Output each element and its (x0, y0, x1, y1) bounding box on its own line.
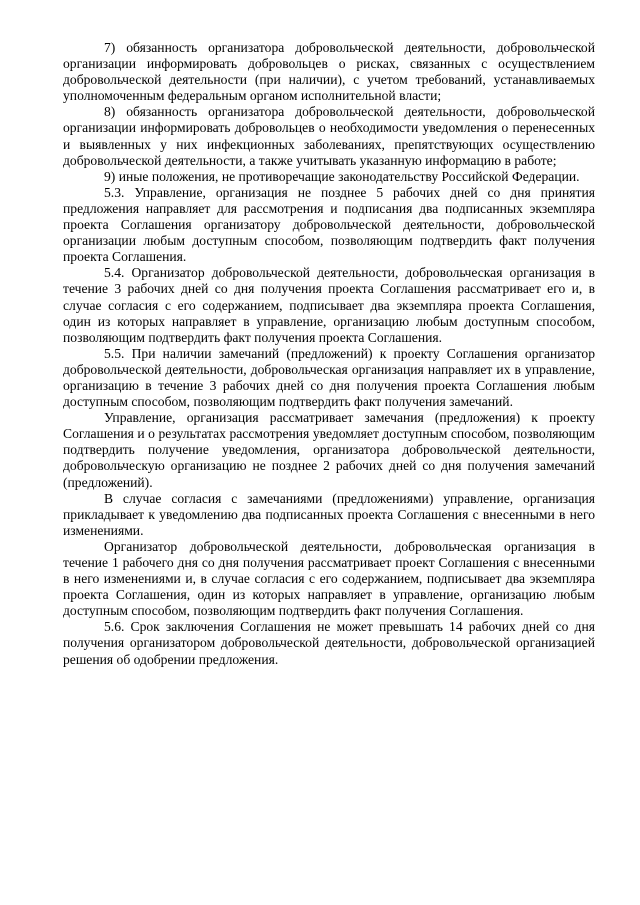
paragraph-item-7: 7) обязанность организатора добровольческой деятельности, добровольческой организации информировать добровольцев о рисках, связанных с осуществлением добровольческой деятельности (при наличии), с учетом требований, устанавливаемых уполномоченным федеральным органом исполнительной власти; (63, 40, 595, 104)
paragraph-clause-5-4: 5.4. Организатор добровольческой деятельности, добровольческая организация в течение 3 рабочих дней со дня получения проекта Соглашения рассматривает его и, в случае согласия с его содержанием, подписывает два экземпляра проекта Соглашения, один из которых направляет в управление, организацию любым доступным способом, позволяющим подтвердить факт получения проекта Соглашения. (63, 265, 595, 345)
paragraph-clause-5-6: 5.6. Срок заключения Соглашения не может превышать 14 рабочих дней со дня получения организатором добровольческой деятельности, добровольческой организацией решения об одобрении предложения. (63, 619, 595, 667)
paragraph-item-9: 9) иные положения, не противоречащие законодательству Российской Федерации. (104, 168, 580, 184)
paragraph-clause-5-3: 5.3. Управление, организация не позднее 5 рабочих дней со дня принятия предложения направляет для рассмотрения и подписания два подписанных экземпляра проекта Соглашения организатору добровольческой деятельности, добровольческой организации любым доступным способом, позволяющим подтвердить факт получения проекта Соглашения. (63, 184, 595, 265)
paragraph-agreement-case: В случае согласия с замечаниями (предложениями) управление, организация прикладывает к уведомлению два подписанных проекта Соглашения с внесенными в него изменениями. (63, 490, 595, 538)
paragraph-review-remarks: Управление, организация рассматривает замечания (предложения) к проекту Соглашения и о результатах рассмотрения уведомляет доступным способом, позволяющим подтвердить получение уведомления, организатора добровольческой деятельности, добровольческую организацию не позднее 2 рабочих дней со дня получения замечаний (предложений). (63, 410, 595, 490)
paragraph-item-8: 8) обязанность организатора добровольческой деятельности, добровольческой организации информировать добровольцев о необходимости уведомления о перенесенных и выявленных у них инфекционных заболеваниях, препятствующих осуществлению добровольческой деятельности, а также учитывать указанную информацию в работе; (63, 104, 595, 168)
document-page (63, 40, 595, 668)
paragraph-organizer-review: Организатор добровольческой деятельности, добровольческая организация в течение 1 рабочего дня со дня получения рассматривает проект Соглашения с внесенными в него изменениями и, в случае согласия с его содержанием, подписывает два экземпляра проекта Соглашения, один из которых направляет в управление, организацию любым доступным способом, позволяющим подтвердить факт получения Соглашения. (63, 538, 595, 619)
paragraph-clause-5-5: 5.5. При наличии замечаний (предложений) к проекту Соглашения организатор добровольческой деятельности, добровольческая организация направляет их в управление, организацию в течение 3 рабочих дней со дня получения проекта Соглашения любым доступным способом, позволяющим подтвердить факт получения замечаний. (63, 345, 595, 410)
